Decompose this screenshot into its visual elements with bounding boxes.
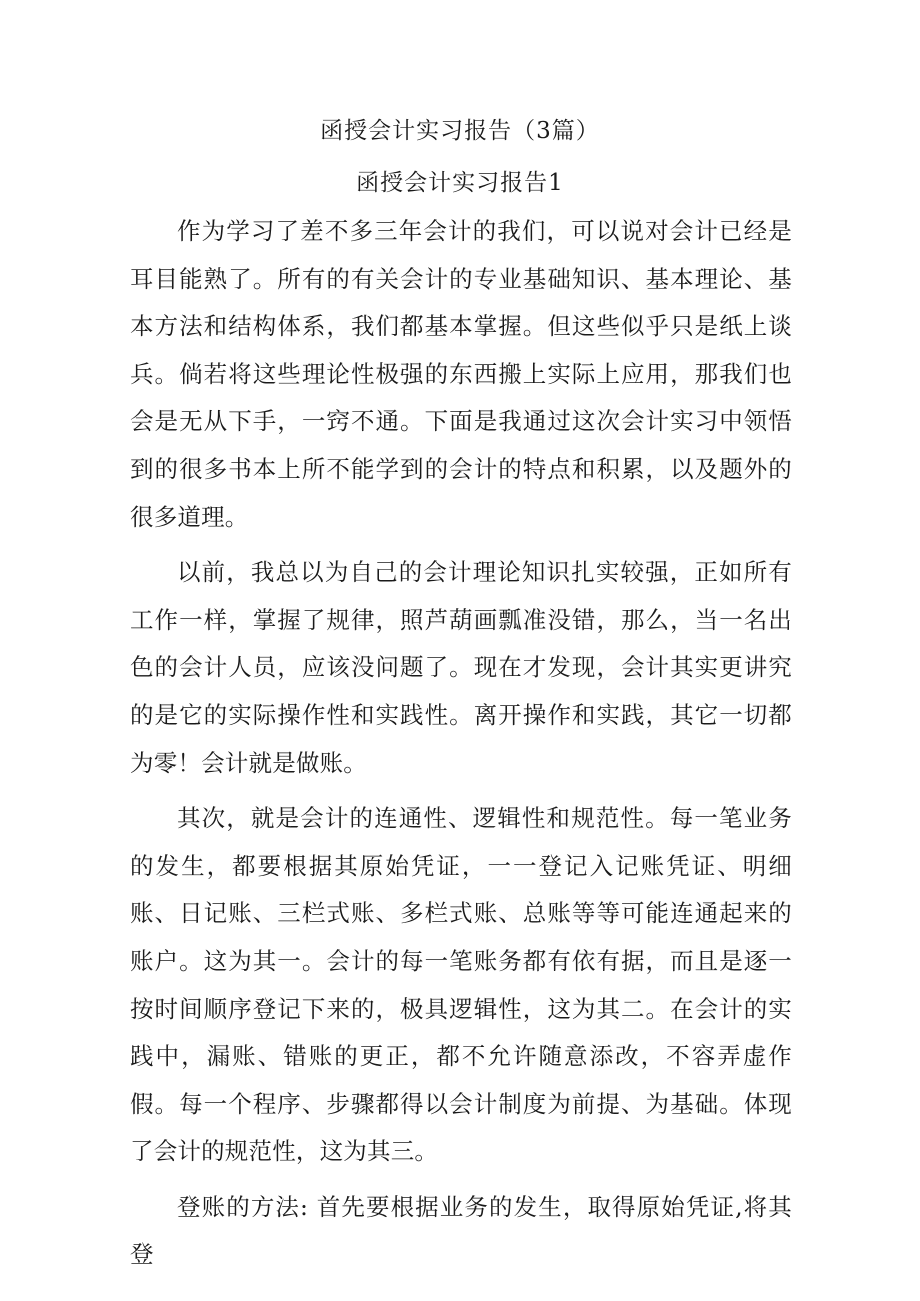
paragraph-1: 作为学习了差不多三年会计的我们，可以说对会计已经是耳目能熟了。所有的有关会计的专业基础知识、基本理论、基本方法和结构体系，我们都基本掌握。但这些似乎只是纸上谈兵。倘若将这些理论性极强的东西搬上实际上应用，那我们也会是无从下手，一窍不通。下面是我通过这次会计实习中领悟到的很多书本上所不能学到的会计的特点和积累，以及题外的很多道理。 [130, 217, 792, 531]
paragraph-2: 以前，我总以为自己的会计理论知识扎实较强，正如所有工作一样，掌握了规律，照芦葫画瓢准没错，那么，当一名出色的会计人员，应该没问题了。现在才发现，会计其实更讲究的是它的实际操作性和实践性。离开操作和实践，其它一切都为零！会计就是做账。 [130, 558, 792, 777]
document-title: 函授会计实习报告（3篇） [320, 118, 600, 144]
section-title: 函授会计实习报告1 [356, 170, 564, 196]
paragraph-4: 登账的方法: 首先要根据业务的发生，取得原始凭证,将其登 [130, 1192, 792, 1269]
document-body [130, 208, 792, 1287]
paragraph-3: 其次，就是会计的连通性、逻辑性和规范性。每一笔业务的发生，都要根据其原始凭证，一一登记入记账凭证、明细账、日记账、三栏式账、多栏式账、总账等等可能连通起来的账户。这为其一。会计的每一笔账务都有依有据，而且是逐一按时间顺序登记下来的，极具逻辑性，这为其二。在会计的实践中，漏账、错账的更正，都不允许随意添改，不容弄虚作假。每一个程序、步骤都得以会计制度为前提、为基础。体现了会计的规范性，这为其三。 [130, 804, 792, 1166]
